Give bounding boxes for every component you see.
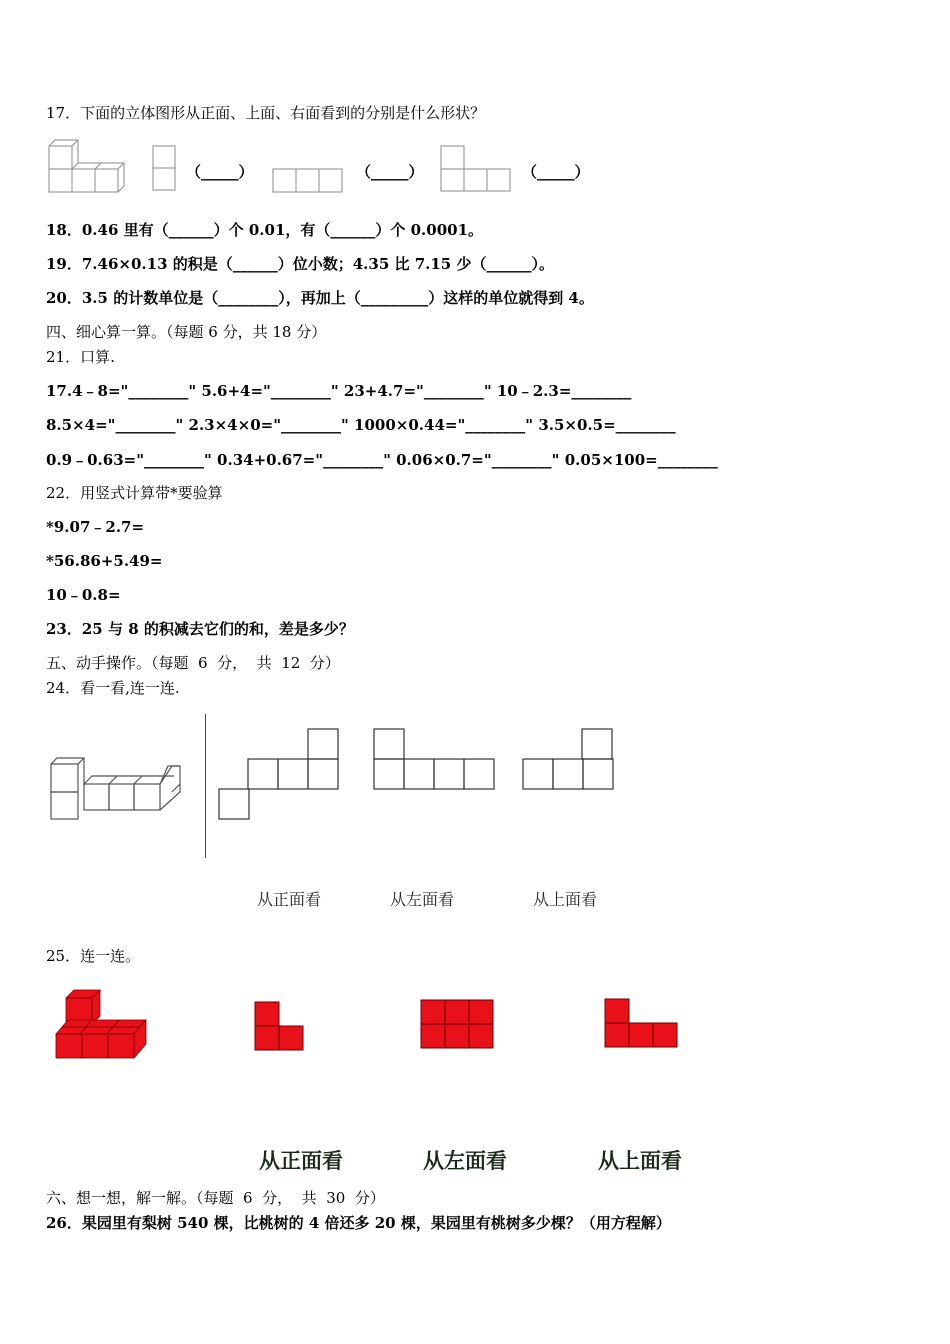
q18-text: 18．0.46 里有（______）个 0.01，有（______）个 0.0001。 xyxy=(46,221,484,239)
q17-option-a xyxy=(152,145,178,193)
q24-view-b xyxy=(373,728,495,790)
q25-caption-left: 从左面看 xyxy=(423,1149,507,1173)
section-5-heading: 五、动手操作。（每题 6 分， 共 12 分） xyxy=(46,654,340,672)
q17-text: 17．下面的立体图形从正面、上面、右面看到的分别是什么形状？ xyxy=(46,104,486,122)
q24-view-c xyxy=(522,728,614,790)
q17-blank-1[interactable]: （_____） xyxy=(186,163,254,181)
q24-divider xyxy=(205,714,206,858)
q25-caption-top: 从上面看 xyxy=(598,1149,682,1173)
q25-view-c xyxy=(604,998,680,1050)
q22-title: 22．用竖式计算带*要验算 xyxy=(46,484,223,502)
q17-blank-2[interactable]: （_____） xyxy=(356,163,424,181)
q21-row-1: 17.4﹣8="________" 5.6+4="________" 23+4.7="________" 10﹣2.3=________ xyxy=(46,382,632,400)
q23-text: 23．25 与 8 的积减去它们的和，差是多少？ xyxy=(46,620,354,638)
q24-solid-figure xyxy=(48,756,184,822)
q24-caption-front: 从正面看 xyxy=(257,890,322,909)
q17-option-b xyxy=(272,168,344,194)
q25-view-b xyxy=(420,999,496,1051)
q17-solid-figure xyxy=(46,138,128,196)
q17-blank-3[interactable]: （_____） xyxy=(522,163,590,181)
q20-text: 20．3.5 的计数单位是（________），再加上（_________）这样的单位就得到 4。 xyxy=(46,289,594,307)
q21-row-3: 0.9﹣0.63="________" 0.34+0.67="________" 0.06×0.7="________" 0.05×100=________ xyxy=(46,451,718,469)
q22-item-3: 10﹣0.8= xyxy=(46,586,121,604)
section-4-heading: 四、细心算一算。（每题 6 分，共 18 分） xyxy=(46,323,327,341)
q24-caption-left: 从左面看 xyxy=(390,890,455,909)
section-6-heading: 六、想一想，解一解。（每题 6 分， 共 30 分） xyxy=(46,1189,385,1207)
q24-view-a xyxy=(218,728,340,820)
q22-item-1: *9.07﹣2.7= xyxy=(46,518,145,536)
q26-text: 26．果园里有梨树 540 棵，比桃树的 4 倍还多 20 棵，果园里有桃树多少棵？（用方程解） xyxy=(46,1214,671,1232)
q24-caption-top: 从上面看 xyxy=(533,890,598,909)
q24-title: 24．看一看,连一连. xyxy=(46,679,180,697)
q21-title: 21．口算. xyxy=(46,348,115,366)
q25-caption-front: 从正面看 xyxy=(259,1149,343,1173)
q22-item-2: *56.86+5.49= xyxy=(46,552,163,570)
q19-text: 19．7.46×0.13 的积是（______）位小数；4.35 比 7.15 少（______）。 xyxy=(46,255,554,273)
q25-title: 25．连一连。 xyxy=(46,947,141,965)
q21-row-2: 8.5×4="________" 2.3×4×0="________" 1000×0.44="________" 3.5×0.5=________ xyxy=(46,416,676,434)
q25-red-solid-figure xyxy=(54,988,150,1060)
q17-option-c xyxy=(440,145,512,193)
q25-view-a xyxy=(254,1001,306,1053)
